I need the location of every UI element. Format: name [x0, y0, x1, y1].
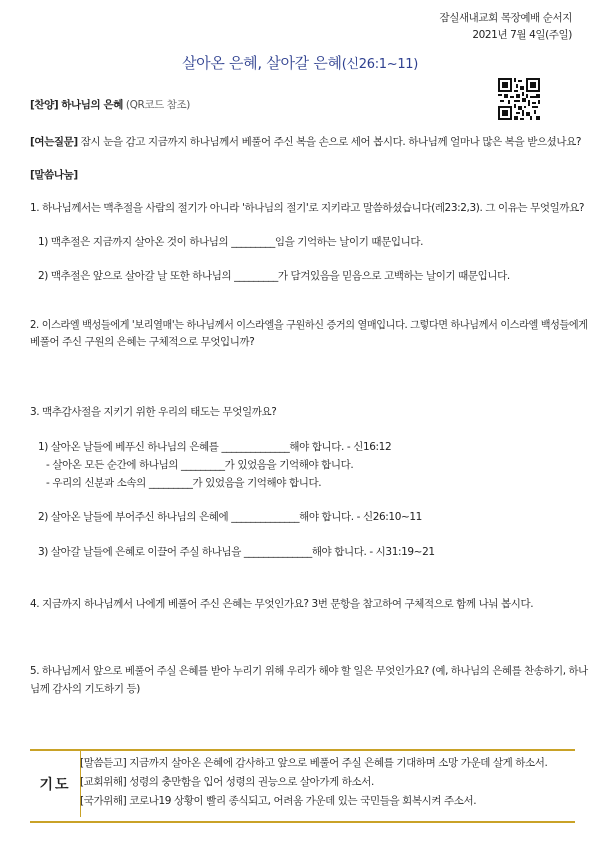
praise-note: (QR코드 참조) — [125, 99, 190, 111]
praise-line — [30, 98, 190, 112]
praise-song: 하나님의 은혜 — [61, 99, 123, 111]
question-3-item-2: 2) 살아온 날들에 부어주신 하나님의 은혜에 ______________해야 합니다. - 신26:10~11 — [38, 511, 422, 523]
question-3-item-3: 3) 살아갈 날들에 은혜로 이끌어 주실 하나님을 ______________해야 합니다. - 시31:19~21 — [38, 546, 435, 558]
question-1-item-2: 2) 맥추절은 앞으로 살아갈 날 또한 하나님의 _________가 담겨있음을 믿음으로 고백하는 날이기 때문입니다. — [38, 270, 510, 282]
prayer-line-church: [교회위해] 성령의 충만함을 입어 성령의 권능으로 살아가게 하소서. — [80, 776, 374, 788]
service-date: 2021년 7월 4일(주일) — [472, 29, 572, 41]
opening-text: 잠시 눈을 감고 지금까지 하나님께서 베풀어 주신 복을 손으로 세어 봅시다. 하나님께 얼마나 많은 복을 받으셨나요? — [80, 136, 582, 148]
praise-tag: [찬양] — [30, 99, 59, 111]
qr-code-icon — [498, 78, 540, 120]
church-service-label: 잠실새내교회 목장예배 순서지 — [439, 12, 572, 24]
sermon-title-main: 살아온 은혜, 살아갈 은혜 — [181, 54, 342, 72]
prayer-label: 기도 — [30, 751, 81, 817]
prayer-line-word: [말씀듣고] 지금까지 살아온 은혜에 감사하고 앞으로 베풀어 주실 은혜를 기대하며 소망 가운데 살게 하소서. — [80, 757, 548, 769]
prayer-line-nation: [국가위해] 코로나19 상황이 빨리 종식되고, 어려움 가운데 있는 국민들을 회복시켜 주소서. — [80, 795, 477, 807]
question-3-item-1: 1) 살아온 날들에 베푸신 하나님의 은혜를 ______________해야 합니다. - 신16:12 — [38, 441, 392, 453]
question-5-line-2: 님께 감사의 기도하기 등) — [30, 683, 140, 695]
opening-question — [30, 135, 581, 149]
question-1: 1. 하나님께서는 맥추절을 사람의 절기가 아니라 '하나님의 절기'로 지키라고 말씀하셨습니다(레23:2,3). 그 이유는 무엇일까요? — [30, 202, 585, 214]
sharing-header: [말씀나눔] — [30, 169, 78, 181]
question-3-item-1-sub-2: - 우리의 신분과 소속의 _________가 있었음을 기억해야 합니다. — [46, 477, 322, 489]
question-1-item-1: 1) 맥추절은 지금까지 살아온 것이 하나님의 _________임을 기억하는 날이기 때문입니다. — [38, 236, 424, 248]
question-3-item-1-sub-1: - 살아온 모든 순간에 하나님의 _________가 있었음을 기억해야 합니다. — [46, 459, 354, 471]
question-2-line-1: 2. 이스라엘 백성들에게 '보리열매'는 하나님께서 이스라엘을 구원하신 증거의 열매입니다. 그렇다면 하나님께서 이스라엘 백성들에게 — [30, 319, 588, 331]
opening-tag: [여는질문] — [30, 136, 78, 148]
question-3: 3. 맥추감사절을 지키기 위한 우리의 태도는 무엇일까요? — [30, 406, 277, 418]
question-4: 4. 지금까지 하나님께서 나에게 베풀어 주신 은혜는 무엇인가요? 3번 문항을 참고하여 구체적으로 함께 나눠 봅시다. — [30, 598, 534, 610]
question-5-line-1: 5. 하나님께서 앞으로 베풀어 주실 은혜를 받아 누리기 위해 우리가 해야 할 일은 무엇인가요? (예, 하나님의 은혜를 찬송하기, 하나 — [30, 665, 588, 677]
question-2-line-2: 베풀어 주신 구원의 은혜는 구체적으로 무엇입니까? — [30, 336, 255, 348]
sermon-title — [0, 53, 600, 75]
sermon-scripture-ref: (신26:1~11) — [341, 57, 419, 72]
